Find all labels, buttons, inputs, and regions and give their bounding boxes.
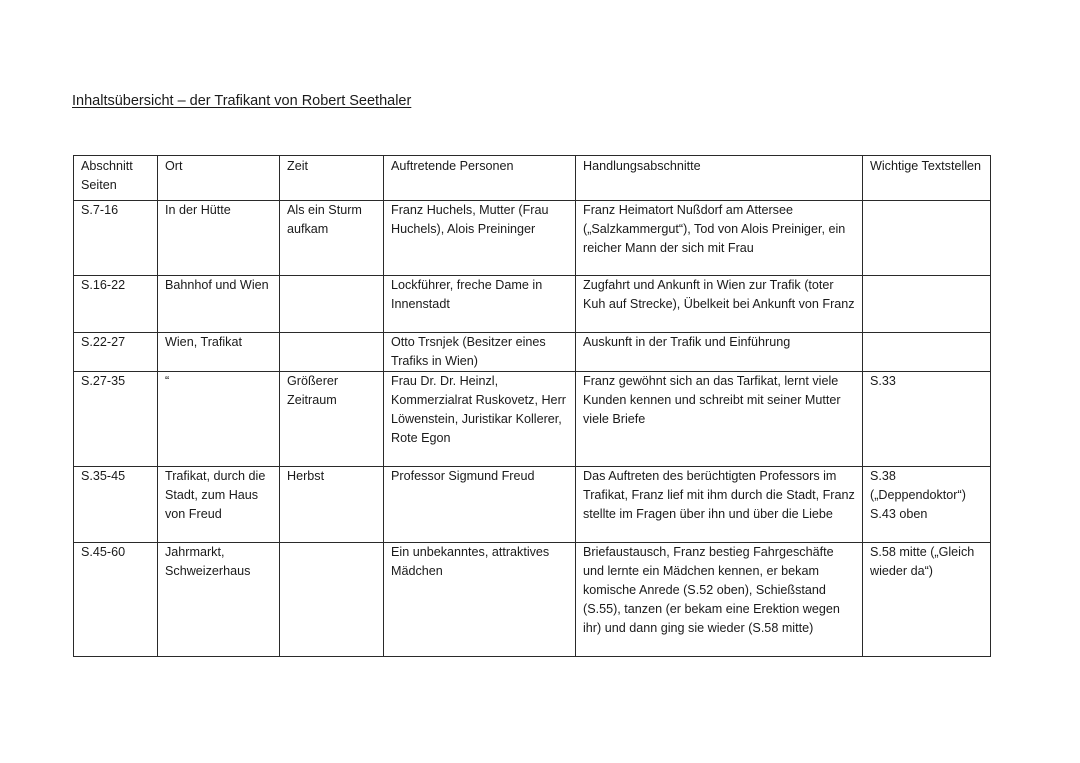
cell-pages: S.22-27 [74, 333, 158, 372]
cell-plot: Franz Heimatort Nußdorf am Attersee („Salzkammergut“), Tod von Alois Preiniger, ein reicher Mann der sich mit Frau [576, 201, 863, 276]
cell-plot: Briefaustausch, Franz bestieg Fahrgeschäfte und lernte ein Mädchen kennen, er bekam komische Anrede (S.52 oben), Schießstand (S.55), tanzen (er bekam eine Erektion wegen ihr) und dann ging sie wieder (S.58 mitte) [576, 543, 863, 657]
cell-persons: Franz Huchels, Mutter (Frau Huchels), Alois Preininger [384, 201, 576, 276]
header-time [280, 156, 384, 201]
cell-passages: S.33 [863, 372, 991, 467]
overview-table [73, 155, 991, 657]
header-label: Auftretende Personen [391, 159, 514, 173]
cell-pages: S.27-35 [74, 372, 158, 467]
cell-place: “ [158, 372, 280, 467]
cell-persons: Lockführer, freche Dame in Innenstadt [384, 276, 576, 333]
table-row [74, 372, 991, 467]
cell-persons: Ein unbekanntes, attraktives Mädchen [384, 543, 576, 657]
cell-time [280, 333, 384, 372]
cell-time: Größerer Zeitraum [280, 372, 384, 467]
header-persons [384, 156, 576, 201]
cell-place: In der Hütte [158, 201, 280, 276]
cell-time [280, 543, 384, 657]
cell-plot: Das Auftreten des berüchtigten Professors im Trafikat, Franz lief mit ihm durch die Stadt, Franz stellte im Fragen über ihn und über die Liebe [576, 467, 863, 543]
cell-passages: S.38 („Deppendoktor“) S.43 oben [863, 467, 991, 543]
cell-pages: S.7-16 [74, 201, 158, 276]
cell-pages: S.45-60 [74, 543, 158, 657]
cell-place: Trafikat, durch die Stadt, zum Haus von Freud [158, 467, 280, 543]
cell-place: Bahnhof und Wien [158, 276, 280, 333]
cell-plot: Zugfahrt und Ankunft in Wien zur Trafik (toter Kuh auf Strecke), Übelkeit bei Ankunft von Franz [576, 276, 863, 333]
header-plot [576, 156, 863, 201]
table-row [74, 543, 991, 657]
header-label: Zeit [287, 159, 308, 173]
header-pages [74, 156, 158, 201]
cell-time [280, 276, 384, 333]
header-passages [863, 156, 991, 201]
cell-pages: S.35-45 [74, 467, 158, 543]
cell-pages: S.16-22 [74, 276, 158, 333]
cell-place: Wien, Trafikat [158, 333, 280, 372]
table-row [74, 276, 991, 333]
header-label: Handlungsabschnitte [583, 159, 701, 173]
table-row [74, 467, 991, 543]
cell-plot: Auskunft in der Trafik und Einführung [576, 333, 863, 372]
cell-time: Herbst [280, 467, 384, 543]
cell-passages [863, 276, 991, 333]
cell-passages [863, 333, 991, 372]
header-label: Wichtige Textstellen [870, 159, 982, 173]
table-row [74, 333, 991, 372]
table-header-row [74, 156, 991, 201]
cell-passages [863, 201, 991, 276]
cell-passages: S.58 mitte („Gleich wieder da“) [863, 543, 991, 657]
cell-persons: Otto Trsnjek (Besitzer eines Trafiks in Wien) [384, 333, 576, 372]
page-title: Inhaltsübersicht – der Trafikant von Robert Seethaler [72, 93, 412, 109]
header-label: Abschnitt Seiten [81, 159, 133, 192]
cell-place: Jahrmarkt, Schweizerhaus [158, 543, 280, 657]
cell-persons: Professor Sigmund Freud [384, 467, 576, 543]
cell-plot: Franz gewöhnt sich an das Tarfikat, lernt viele Kunden kennen und schreibt mit seiner Mutter viele Briefe [576, 372, 863, 467]
cell-persons: Frau Dr. Dr. Heinzl, Kommerzialrat Ruskovetz, Herr Löwenstein, Juristikar Kollerer, Rote Egon [384, 372, 576, 467]
header-place [158, 156, 280, 201]
cell-time: Als ein Sturm aufkam [280, 201, 384, 276]
header-label: Ort [165, 159, 183, 173]
table-row [74, 201, 991, 276]
